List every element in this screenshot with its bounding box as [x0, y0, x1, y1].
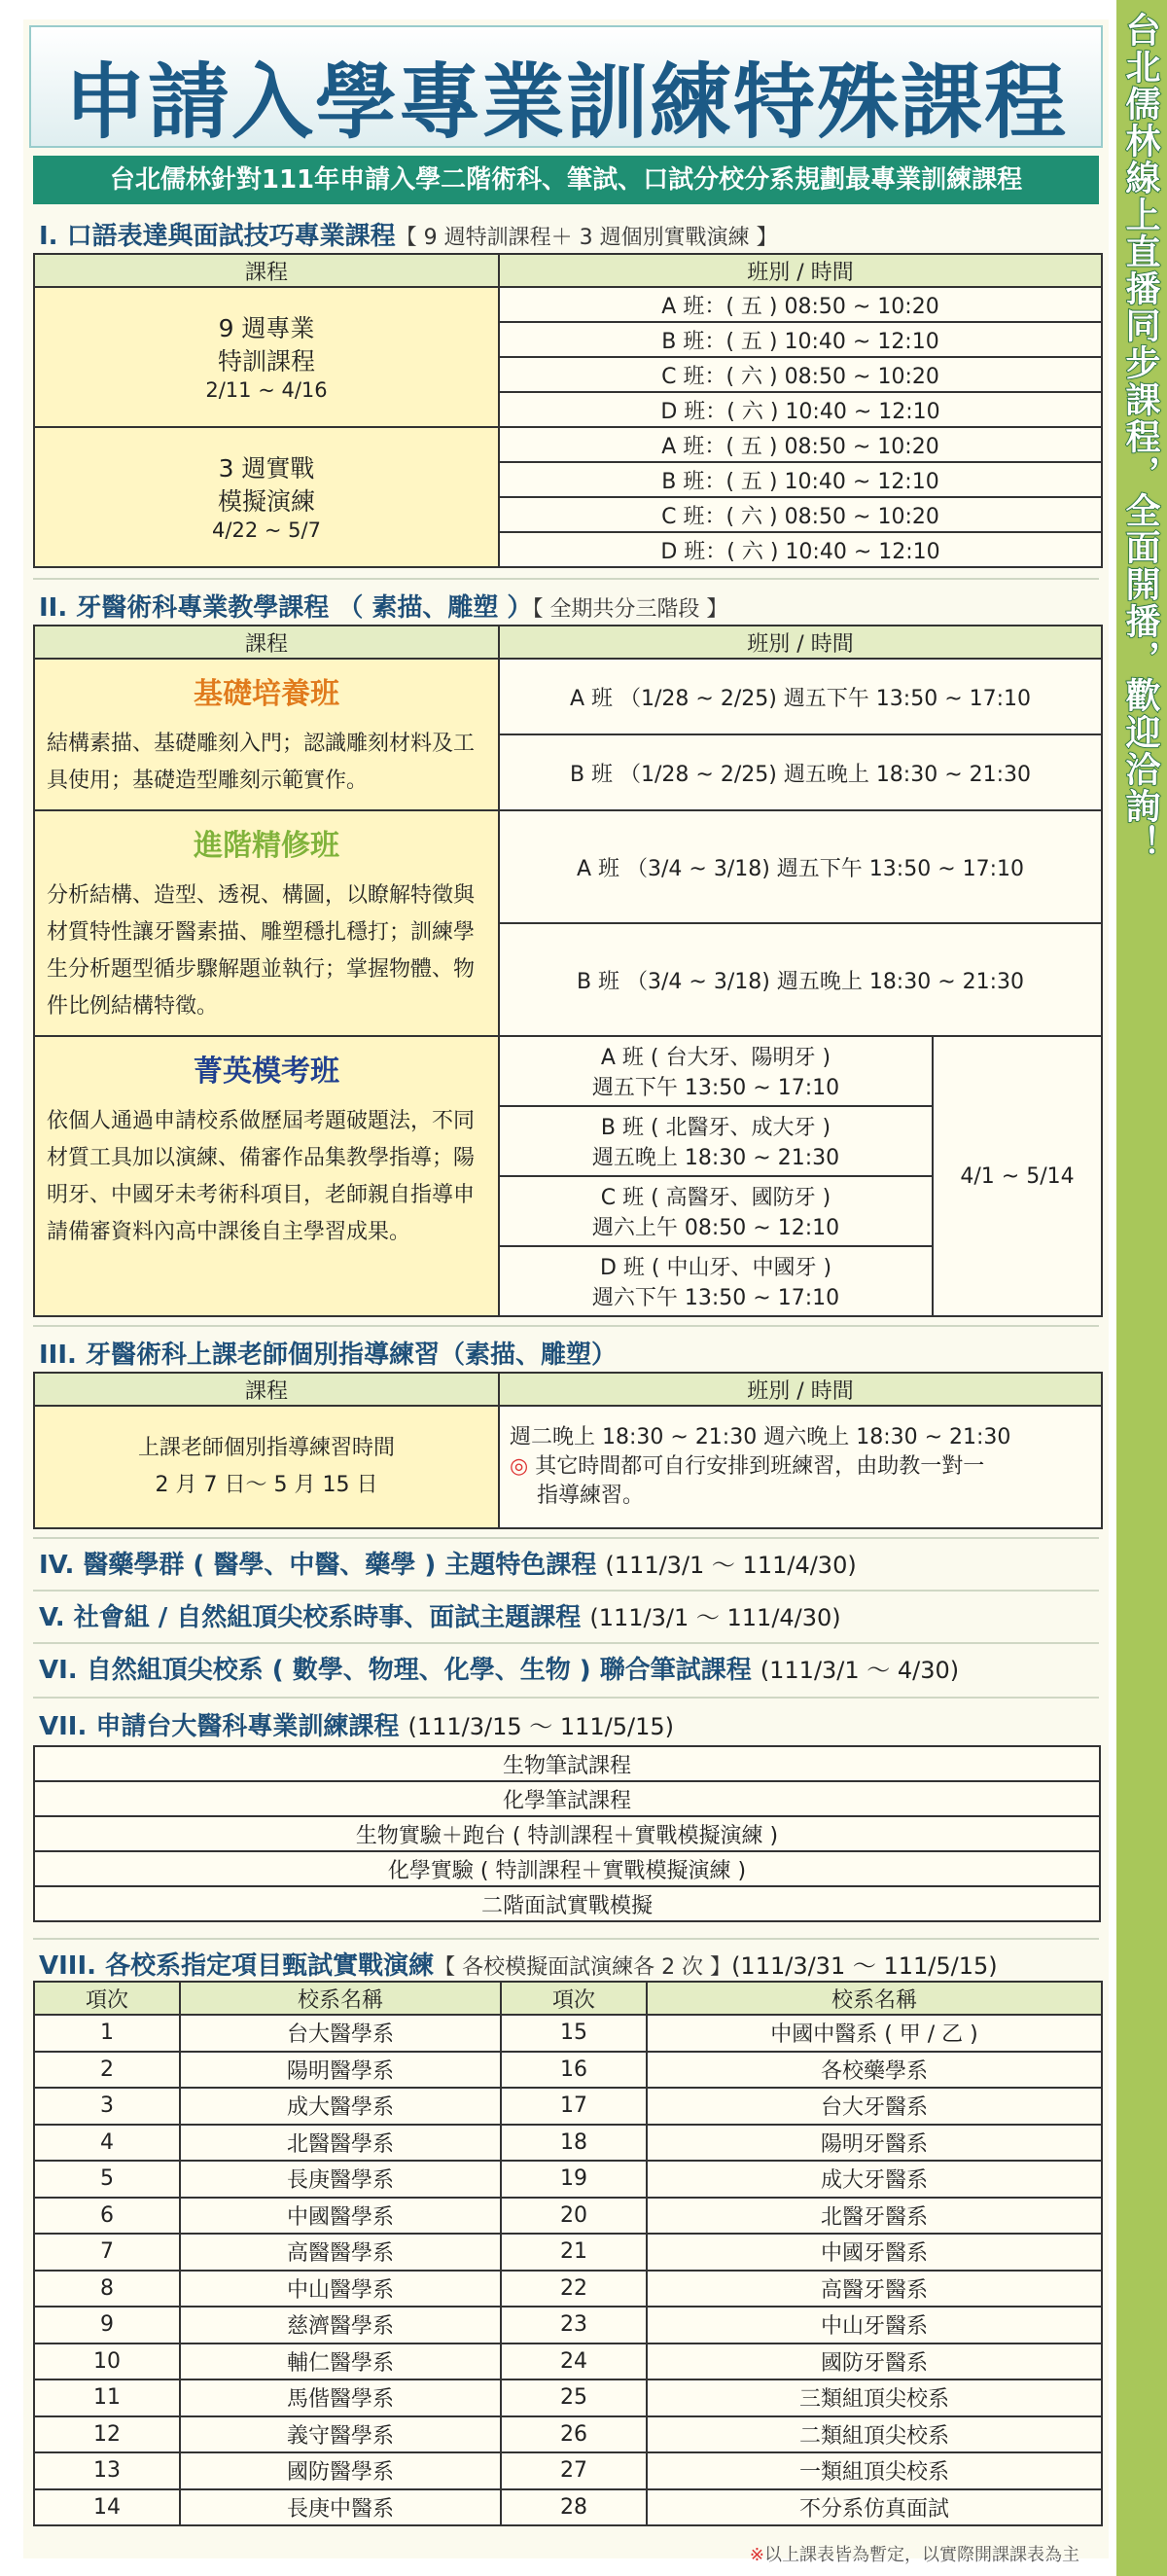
table-row	[34, 2052, 1102, 2089]
school-name: 陽明醫學系	[180, 2052, 501, 2089]
row-number: 13	[34, 2452, 180, 2489]
section-1-title: I. 口語表達與面試技巧專業課程【 9 週特訓課程＋ 3 週個別實戰演練 】	[39, 222, 778, 251]
divider	[33, 578, 1099, 580]
row-number: 7	[34, 2234, 180, 2271]
school-name: 輔仁醫學系	[180, 2343, 501, 2380]
row-number: 12	[34, 2416, 180, 2453]
divider	[33, 1537, 1099, 1539]
table-row	[34, 2015, 1102, 2052]
col-header-course: 課程	[34, 1373, 499, 1406]
flyer	[23, 19, 1109, 2558]
class-time: C 班：( 六 ) 08:50 ~ 10:20	[499, 497, 1102, 532]
table-row	[34, 2234, 1102, 2271]
table-row	[34, 2271, 1102, 2308]
row-number: 27	[501, 2452, 647, 2489]
table-row	[34, 2343, 1102, 2380]
col-header-name: 校系名稱	[647, 1982, 1102, 2015]
row-number: 11	[34, 2379, 180, 2416]
section-2-title: II. 牙醫術科專業教學課程 （ 素描、雕塑 ）【 全期共分三階段 】	[39, 593, 728, 623]
school-name: 北醫牙醫系	[647, 2198, 1102, 2235]
school-name: 國防醫學系	[180, 2452, 501, 2489]
section-1-table	[33, 253, 1103, 568]
school-name: 北醫醫學系	[180, 2125, 501, 2162]
table-row	[34, 2125, 1102, 2162]
table-row	[34, 2452, 1102, 2489]
page-title: 申請入學專業訓練特殊課程	[63, 54, 1068, 150]
row-number: 1	[34, 2015, 180, 2052]
class-time: A 班 （3/4 ~ 3/18) 週五下午 13:50 ~ 17:10	[499, 810, 1102, 923]
course-cell: 3 週實戰 模擬演練 4/22 ~ 5/7	[34, 427, 499, 567]
school-name: 中山牙醫系	[647, 2307, 1102, 2343]
col-header-class: 班別 / 時間	[499, 254, 1102, 287]
level-description: 結構素描、基礎雕刻入門；認識雕刻材料及工具使用；基礎造型雕刻示範實作。	[47, 732, 476, 793]
class-time: C 班：( 六 ) 08:50 ~ 10:20	[499, 357, 1102, 392]
school-name: 一類組頂尖校系	[647, 2452, 1102, 2489]
col-header-name: 校系名稱	[180, 1982, 501, 2015]
row-number: 3	[34, 2088, 180, 2125]
table-row	[34, 2088, 1102, 2125]
class-time: D 班：( 六 ) 10:40 ~ 12:10	[499, 532, 1102, 567]
school-name: 成大牙醫系	[647, 2161, 1102, 2198]
table-row	[34, 2307, 1102, 2343]
level-title: 菁英模考班	[194, 1055, 339, 1089]
row-number: 26	[501, 2416, 647, 2453]
school-name: 不分系仿真面試	[647, 2489, 1102, 2526]
class-time: 週二晚上 18:30 ~ 21:30 週六晚上 18:30 ~ 21:30 ◎ 其它時間都可自行安排到班練習，由助教一對一 指導練習。	[499, 1406, 1102, 1528]
course-item: 化學筆試課程	[34, 1781, 1100, 1816]
table-row	[34, 2379, 1102, 2416]
section-4-title: IV. 醫藥學群 ( 醫學、中醫、藥學 ) 主題特色課程 (111/3/1 ～ 111/4/30)	[39, 1551, 857, 1580]
row-number: 2	[34, 2052, 180, 2089]
class-time: C 班 ( 高醫牙、國防牙 ) 週六上午 08:50 ~ 12:10	[499, 1176, 933, 1246]
school-name: 陽明牙醫系	[647, 2125, 1102, 2162]
section-2-table	[33, 625, 1103, 1317]
level-description: 依個人通過申請校系做歷屆考題破題法，不同材質工具加以演練、備審作品集教學指導；陽明牙、中國牙未考術科項目，老師親自指導申請備審資料內高中課後自主學習成果。	[47, 1109, 476, 1244]
school-name: 長庚中醫系	[180, 2489, 501, 2526]
row-number: 6	[34, 2198, 180, 2235]
school-name: 中國中醫系 ( 甲 / 乙 )	[647, 2015, 1102, 2052]
row-number: 17	[501, 2088, 647, 2125]
row-number: 9	[34, 2307, 180, 2343]
section-3-title: III. 牙醫術科上課老師個別指導練習（素描、雕塑）	[39, 1341, 617, 1370]
col-header-course: 課程	[34, 626, 499, 659]
col-header-no: 項次	[34, 1982, 180, 2015]
divider	[33, 1938, 1099, 1940]
row-number: 4	[34, 2125, 180, 2162]
table-row	[34, 2198, 1102, 2235]
row-number: 10	[34, 2343, 180, 2380]
school-name: 義守醫學系	[180, 2416, 501, 2453]
school-name: 二類組頂尖校系	[647, 2416, 1102, 2453]
school-name: 國防牙醫系	[647, 2343, 1102, 2380]
class-time: A 班 ( 台大牙、陽明牙 ) 週五下午 13:50 ~ 17:10	[499, 1036, 933, 1106]
class-date-range: 4/1 ~ 5/14	[933, 1036, 1102, 1316]
school-name: 三類組頂尖校系	[647, 2379, 1102, 2416]
col-header-no: 項次	[501, 1982, 647, 2015]
school-name: 長庚醫學系	[180, 2161, 501, 2198]
divider	[33, 1590, 1099, 1592]
class-time: A 班 （1/28 ~ 2/25) 週五下午 13:50 ~ 17:10	[499, 659, 1102, 734]
school-name: 中國牙醫系	[647, 2234, 1102, 2271]
section-3-table	[33, 1372, 1103, 1529]
row-number: 16	[501, 2052, 647, 2089]
class-time: B 班 （1/28 ~ 2/25) 週五晚上 18:30 ~ 21:30	[499, 734, 1102, 810]
row-number: 22	[501, 2271, 647, 2308]
row-number: 5	[34, 2161, 180, 2198]
level-elite	[34, 1036, 499, 1316]
school-name: 台大醫學系	[180, 2015, 501, 2052]
row-number: 8	[34, 2271, 180, 2308]
col-header-course: 課程	[34, 254, 499, 287]
school-name: 台大牙醫系	[647, 2088, 1102, 2125]
class-time: D 班：( 六 ) 10:40 ~ 12:10	[499, 392, 1102, 427]
school-name: 馬偕醫學系	[180, 2379, 501, 2416]
row-number: 23	[501, 2307, 647, 2343]
level-title: 進階精修班	[194, 829, 339, 863]
class-time: A 班：( 五 ) 08:50 ~ 10:20	[499, 427, 1102, 462]
row-number: 15	[501, 2015, 647, 2052]
course-cell: 9 週專業 特訓課程 2/11 ~ 4/16	[34, 287, 499, 427]
side-banner-text: 台北儒林線上直播同步課程，全面開播，歡迎洽詢！	[1120, 12, 1160, 862]
class-time: A 班：( 五 ) 08:50 ~ 10:20	[499, 287, 1102, 322]
divider	[33, 1642, 1099, 1644]
section-5-title: V. 社會組 / 自然組頂尖校系時事、面試主題課程 (111/3/1 ～ 111/4/30)	[39, 1603, 841, 1632]
row-number: 24	[501, 2343, 647, 2380]
table-row	[34, 2489, 1102, 2526]
school-name: 慈濟醫學系	[180, 2307, 501, 2343]
course-item: 二階面試實戰模擬	[34, 1886, 1100, 1921]
header	[29, 25, 1103, 148]
row-number: 20	[501, 2198, 647, 2235]
school-name: 高醫牙醫系	[647, 2271, 1102, 2308]
school-name: 中山醫學系	[180, 2271, 501, 2308]
course-item: 生物筆試課程	[34, 1746, 1100, 1781]
school-name: 高醫醫學系	[180, 2234, 501, 2271]
class-time: B 班 （3/4 ~ 3/18) 週五晚上 18:30 ~ 21:30	[499, 923, 1102, 1036]
row-number: 14	[34, 2489, 180, 2526]
class-time: D 班 ( 中山牙、中國牙 ) 週六下午 13:50 ~ 17:10	[499, 1246, 933, 1316]
level-basic	[34, 659, 499, 810]
level-title: 基礎培養班	[194, 677, 339, 711]
school-name: 成大醫學系	[180, 2088, 501, 2125]
class-time: B 班：( 五 ) 10:40 ~ 12:10	[499, 462, 1102, 497]
table-row	[34, 2416, 1102, 2453]
section-8-table	[33, 1981, 1103, 2526]
section-7-title: VII. 申請台大醫科專業訓練課程 (111/3/15 ～ 111/5/15)	[39, 1712, 675, 1741]
section-6-title: VI. 自然組頂尖校系 ( 數學、物理、化學、生物 ) 聯合筆試課程 (111/3/1 ～ 4/30)	[39, 1656, 960, 1685]
course-item: 生物實驗＋跑台 ( 特訓課程＋實戰模擬演練 )	[34, 1816, 1100, 1851]
section-7-table	[33, 1745, 1101, 1922]
row-number: 25	[501, 2379, 647, 2416]
level-description: 分析結構、造型、透視、構圖，以瞭解特徵與材質特性讓牙醫素描、雕塑穩扎穩打；訓練學生分析題型循步驟解題並執行；掌握物體、物件比例結構特徵。	[47, 883, 476, 1019]
class-time: B 班：( 五 ) 10:40 ~ 12:10	[499, 322, 1102, 357]
course-item: 化學實驗 ( 特訓課程＋實戰模擬演練 )	[34, 1851, 1100, 1886]
row-number: 28	[501, 2489, 647, 2526]
row-number: 21	[501, 2234, 647, 2271]
school-name: 各校藥學系	[647, 2052, 1102, 2089]
row-number: 19	[501, 2161, 647, 2198]
course-cell: 上課老師個別指導練習時間 2 月 7 日～ 5 月 15 日	[34, 1406, 499, 1528]
divider	[33, 1697, 1099, 1699]
subtitle-bar: 台北儒林針對111年申請入學二階術科、筆試、口試分校分系規劃最專業訓練課程	[33, 156, 1099, 204]
level-advanced	[34, 810, 499, 1036]
divider	[33, 1325, 1099, 1327]
class-time: B 班 ( 北醫牙、成大牙 ) 週五晚上 18:30 ~ 21:30	[499, 1106, 933, 1176]
col-header-class: 班別 / 時間	[499, 1373, 1102, 1406]
row-number: 18	[501, 2125, 647, 2162]
footnote: ※以上課表皆為暫定，以實際開課課表為主	[749, 2545, 1079, 2565]
col-header-class: 班別 / 時間	[499, 626, 1102, 659]
school-name: 中國醫學系	[180, 2198, 501, 2235]
table-row	[34, 2161, 1102, 2198]
section-8-title: VIII. 各校系指定項目甄試實戰演練【 各校模擬面試演練各 2 次 】(111/3/31 ～ 111/5/15)	[39, 1951, 998, 1981]
